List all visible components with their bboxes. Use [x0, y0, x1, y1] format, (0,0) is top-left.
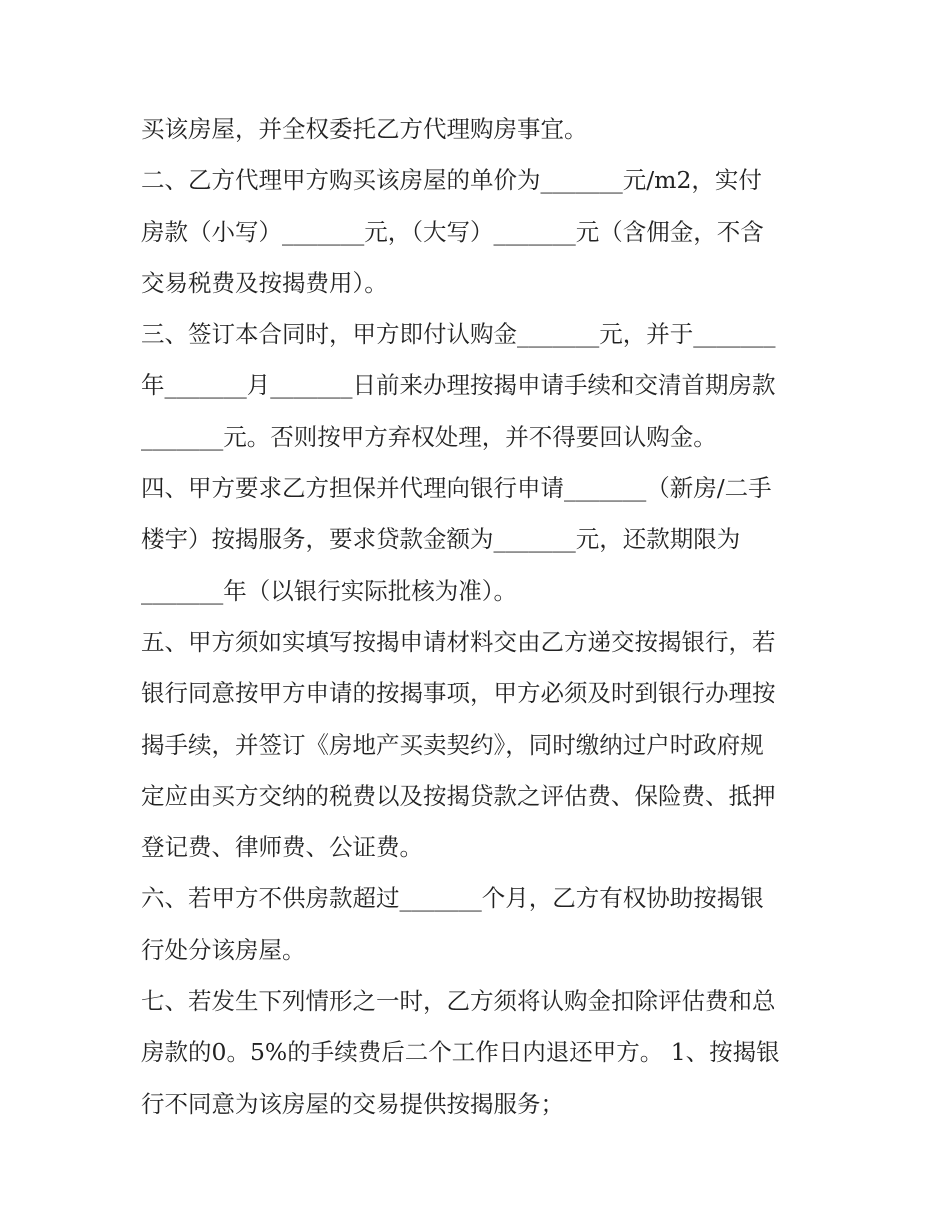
text-line: 二、乙方代理甲方购买该房屋的单价为_______元/m2，实付: [141, 166, 762, 195]
text-line: 行不同意为该房屋的交易提供按揭服务；: [141, 1089, 564, 1118]
text-line: 登记费、律师费、公证费。: [141, 833, 423, 862]
text-line: 年_______月_______日前来办理按揭申请手续和交清首期房款: [141, 371, 776, 400]
text-line: 行处分该房屋。: [141, 935, 306, 964]
text-line: 五、甲方须如实填写按揭申请材料交由乙方递交按揭银行，若: [141, 627, 776, 656]
text-line: 三、签订本合同时，甲方即付认购金_______元，并于_______: [141, 320, 776, 349]
text-line: 七、若发生下列情形之一时，乙方须将认购金扣除评估费和总: [141, 987, 776, 1016]
text-line: 楼宇）按揭服务，要求贷款金额为_______元，还款期限为: [141, 525, 741, 554]
text-line: 定应由买方交纳的税费以及按揭贷款之评估费、保险费、抵押: [141, 781, 776, 810]
text-line: 房款的0。5%的手续费后二个工作日内退还甲方。 1、按揭银: [141, 1038, 780, 1067]
text-line: _______年（以银行实际批核为准）。: [141, 576, 517, 605]
text-line: 四、甲方要求乙方担保并代理向银行申请_______（新房/二手: [141, 474, 772, 503]
document-body: [141, 104, 821, 1130]
text-line: 揭手续，并签订《房地产买卖契约》，同时缴纳过户时政府规: [141, 730, 764, 759]
text-line: _______元。否则按甲方弃权处理，并不得要回认购金。: [141, 422, 717, 451]
text-line: 买该房屋，并全权委托乙方代理购房事宜。: [141, 115, 588, 143]
text-line: 银行同意按甲方申请的按揭事项，甲方必须及时到银行办理按: [141, 679, 776, 708]
text-line: 交易税费及按揭费用）。: [141, 268, 388, 297]
text-line: 六、若甲方不供房款超过_______个月，乙方有权协助按揭银: [141, 884, 764, 913]
text-line: 房款（小写）_______元，（大写）_______元（含佣金，不含: [141, 217, 764, 246]
